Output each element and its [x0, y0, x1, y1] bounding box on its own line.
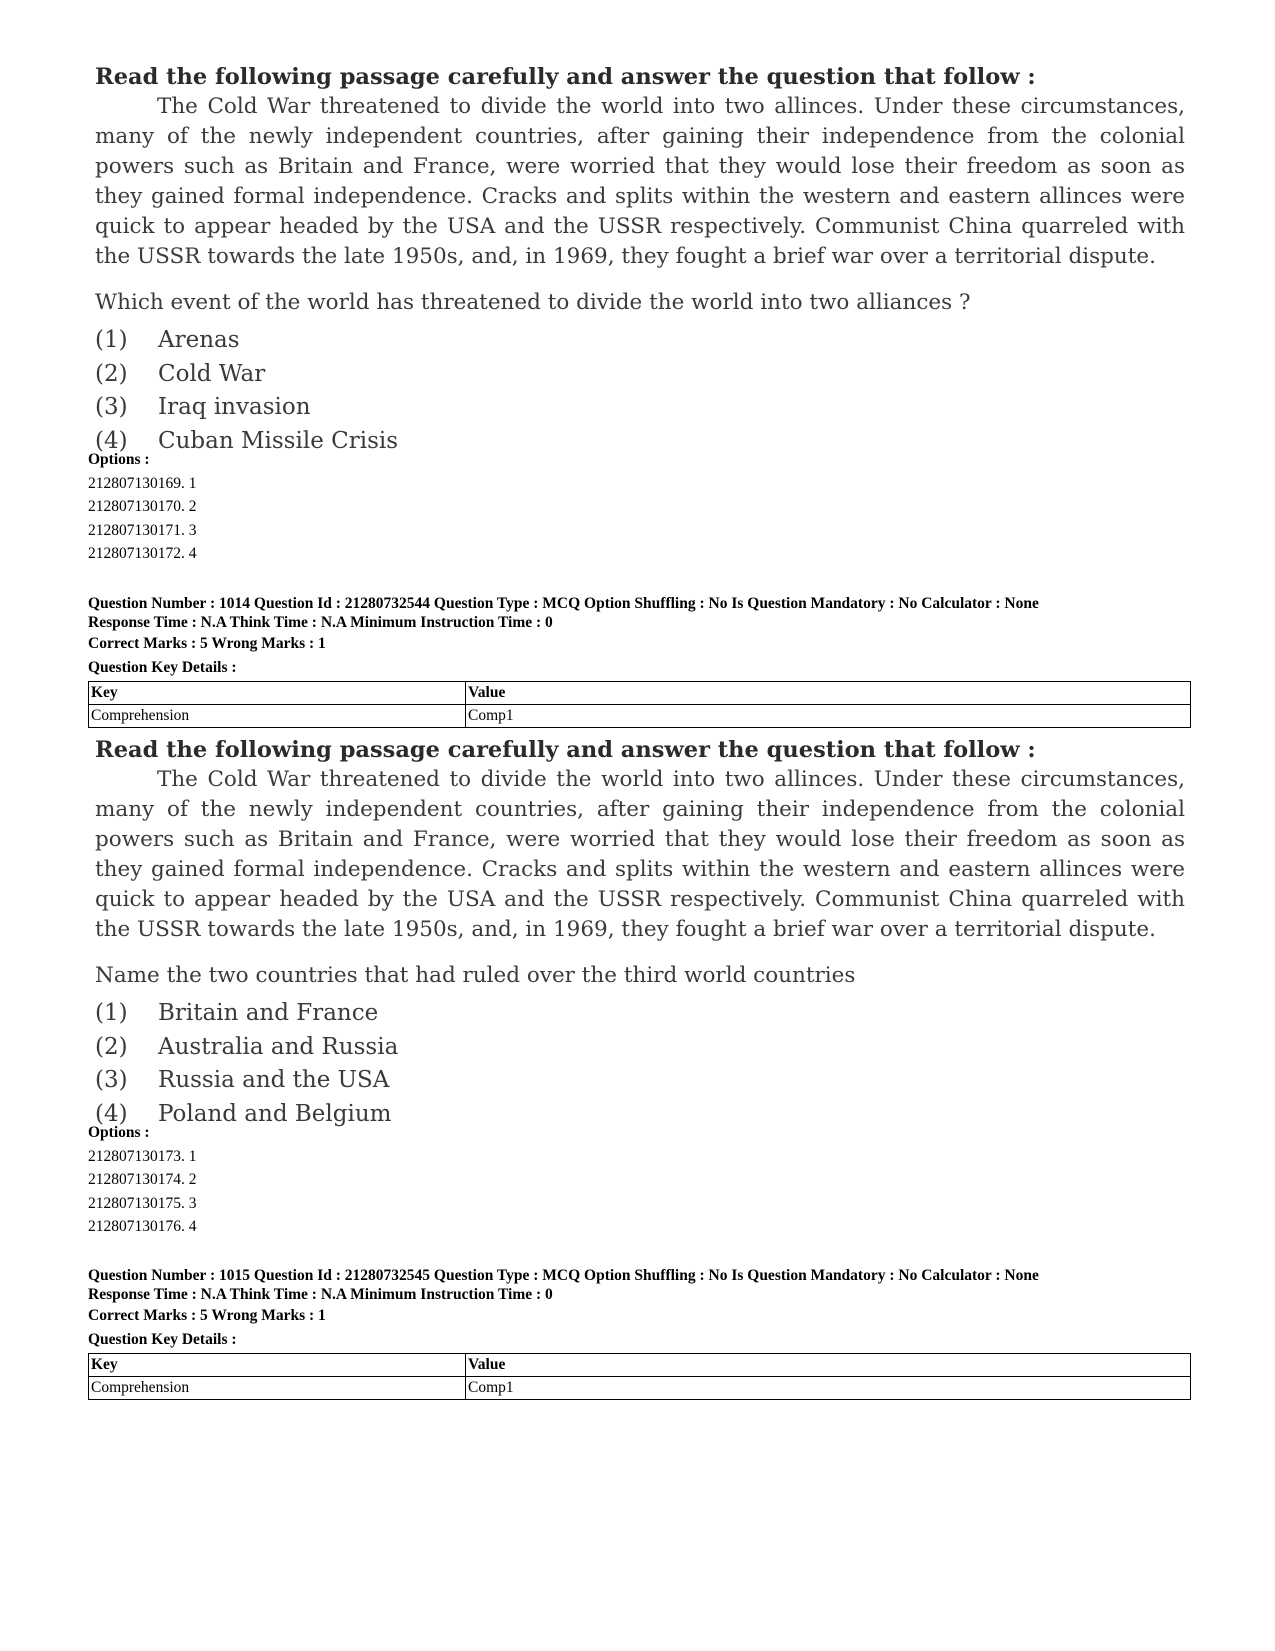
question-info-line: Question Number : 1014 Question Id : 21280732544 Question Type : MCQ Option Shuffling : No Is Question Mandatory : No Calculator : None: [88, 595, 1039, 612]
choice-text: Iraq invasion: [158, 394, 311, 420]
key-details-table: [88, 1353, 1191, 1400]
passage-line: quick to appear headed by the USA and the USSR respectively. Communist China quarreled with: [95, 887, 1185, 912]
passage-line: powers such as Britain and France, were worried that they would lose their freedom as soon as: [95, 827, 1185, 852]
table-header-key: Key: [89, 682, 466, 705]
choice-text: Cuban Missile Crisis: [158, 427, 399, 454]
passage-line: many of the newly independent countries, after gaining their independence from the colonial: [95, 124, 1185, 149]
answer-choice: [95, 1098, 1185, 1132]
choice-text: Arenas: [158, 327, 240, 353]
choice-number: (4): [95, 1100, 128, 1127]
answer-choice: [95, 391, 1185, 425]
table-header-key: Key: [89, 1354, 466, 1377]
passage-line: the USSR towards the late 1950s, and, in 1969, they fought a brief war over a territorial dispute.: [95, 917, 1156, 942]
table-header-value: Value: [466, 1354, 1191, 1377]
options-label: Options :: [88, 1124, 150, 1141]
table-row: [89, 1377, 1191, 1400]
question-meta-1015: [88, 1266, 1191, 1400]
answer-choice: [95, 997, 1185, 1031]
question-time-line: Response Time : N.A Think Time : N.A Minimum Instruction Time : 0: [88, 1286, 553, 1303]
choice-number: (2): [95, 360, 128, 387]
choice-text: Britain and France: [158, 1000, 379, 1026]
table-row: [89, 705, 1191, 728]
choice-number: (4): [95, 427, 128, 454]
table-cell-key: Comprehension: [89, 705, 466, 728]
option-id: 212807130169. 1: [88, 474, 197, 492]
table-header-row: [89, 682, 1191, 705]
answer-choice: [95, 324, 1185, 358]
option-id: 212807130172. 4: [88, 545, 197, 562]
passage-text: [95, 92, 1185, 272]
choice-text: Cold War: [158, 360, 266, 387]
table-header-value: Value: [466, 682, 1191, 705]
answer-choice: [95, 1064, 1185, 1098]
options-label: Options :: [88, 451, 150, 468]
option-id: 212807130175. 3: [88, 1194, 197, 1212]
key-details-table: [88, 681, 1191, 728]
answer-choice: [95, 1031, 1185, 1065]
question-meta-1014: [88, 594, 1191, 728]
passage-line: the USSR towards the late 1950s, and, in 1969, they fought a brief war over a territorial dispute.: [95, 244, 1156, 269]
key-details-label: Question Key Details :: [88, 658, 237, 676]
option-id: 212807130176. 4: [88, 1218, 197, 1235]
table-cell-key: Comprehension: [89, 1377, 466, 1400]
table-cell-value: Comp1: [466, 1377, 1191, 1400]
choice-number: (3): [95, 1067, 128, 1093]
choice-text: Russia and the USA: [158, 1067, 390, 1093]
table-cell-value: Comp1: [466, 705, 1191, 728]
choice-number: (2): [95, 1033, 128, 1060]
passage-line: they gained formal independence. Cracks and splits within the western and eastern allinces were: [95, 184, 1185, 209]
choice-number: (3): [95, 394, 128, 420]
option-id: 212807130174. 2: [88, 1171, 197, 1188]
passage-heading: Read the following passage carefully and answer the question that follow :: [95, 737, 1036, 763]
passage-heading: Read the following passage carefully and answer the question that follow :: [95, 64, 1036, 90]
passage-line: The Cold War threatened to divide the world into two allinces. Under these circumstances,: [157, 767, 1185, 792]
choice-text: Australia and Russia: [158, 1033, 399, 1060]
answer-choice: [95, 358, 1185, 392]
passage-line: many of the newly independent countries, after gaining their independence from the colonial: [95, 797, 1185, 822]
question-text: Which event of the world has threatened to divide the world into two alliances ?: [95, 290, 971, 315]
key-details-label: Question Key Details :: [88, 1330, 237, 1348]
question-info-line: Question Number : 1015 Question Id : 21280732545 Question Type : MCQ Option Shuffling : No Is Question Mandatory : No Calculator : None: [88, 1267, 1039, 1284]
option-id: 212807130171. 3: [88, 521, 197, 539]
question-marks: Correct Marks : 5 Wrong Marks : 1: [88, 635, 326, 652]
passage-line: The Cold War threatened to divide the world into two allinces. Under these circumstances,: [157, 94, 1185, 119]
option-id: 212807130173. 1: [88, 1147, 197, 1165]
passage-line: quick to appear headed by the USA and the USSR respectively. Communist China quarreled with: [95, 214, 1185, 239]
answer-choices: [95, 997, 1185, 1131]
choice-number: (1): [95, 327, 128, 353]
option-id: 212807130170. 2: [88, 498, 197, 515]
options-list-1: [88, 448, 197, 566]
question-text: Name the two countries that had ruled over the third world countries: [95, 963, 856, 988]
question-time-line: Response Time : N.A Think Time : N.A Minimum Instruction Time : 0: [88, 614, 553, 631]
passage-line: they gained formal independence. Cracks and splits within the western and eastern allinces were: [95, 857, 1185, 882]
answer-choice: [95, 425, 1185, 459]
answer-choices: [95, 324, 1185, 458]
table-header-row: [89, 1354, 1191, 1377]
question-marks: Correct Marks : 5 Wrong Marks : 1: [88, 1307, 326, 1324]
passage-line: powers such as Britain and France, were worried that they would lose their freedom as soon as: [95, 154, 1185, 179]
passage-block-2: [95, 735, 1185, 1131]
passage-text: [95, 765, 1185, 945]
passage-block-1: [95, 62, 1185, 458]
choice-text: Poland and Belgium: [158, 1100, 392, 1127]
choice-number: (1): [95, 1000, 128, 1026]
options-list-2: [88, 1121, 197, 1239]
